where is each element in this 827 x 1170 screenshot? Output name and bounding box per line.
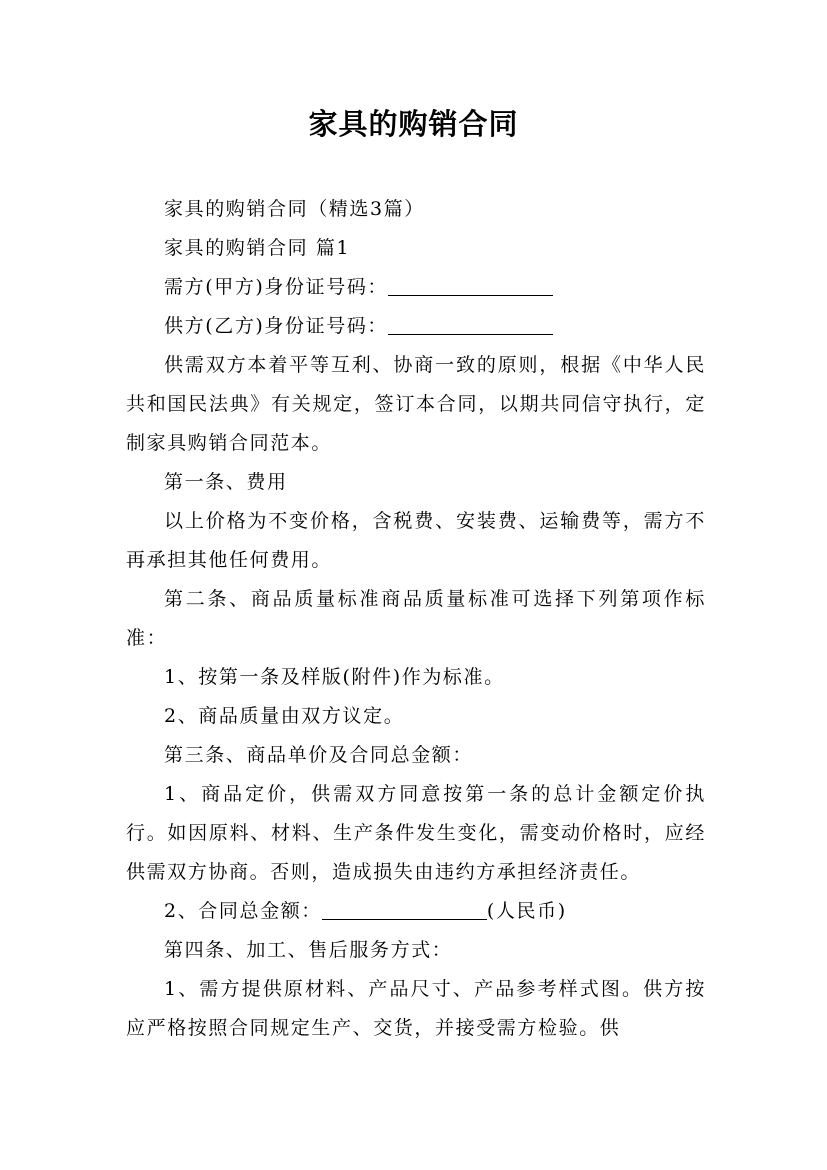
article2-item1: 1、按第一条及样版(附件)作为标准。 xyxy=(164,666,505,688)
document-title: 家具的购销合同 xyxy=(308,107,519,141)
article1-title: 第一条、费用 xyxy=(164,471,288,493)
intro-paragraph: 供需双方本着平等互利、协商一致的原则，根据《中华人民共和国民法典》有关规定，签订本合同，以期共同信守执行，定制家具购销合同范本。 xyxy=(126,354,706,454)
party-a-id-blank xyxy=(388,275,553,296)
article2-title: 第二条、商品质量标准商品质量标准可选择下列第项作标准： xyxy=(126,588,706,649)
section-heading: 家具的购销合同 篇1 xyxy=(164,237,351,259)
party-a-id-label: 需方(甲方)身份证号码： xyxy=(164,276,389,298)
article3-item1: 1、商品定价，供需双方同意按第一条的总计金额定价执行。如因原料、材料、生产条件发生变化，需变动价格时，应经供需双方协商。否则，造成损失由违约方承担经济责任。 xyxy=(126,783,706,883)
article1-text: 以上价格为不变价格，含税费、安装费、运输费等，需方不再承担其他任何费用。 xyxy=(126,510,706,571)
article3-item2-label: 2、合同总金额： xyxy=(164,900,322,922)
party-a-id-line xyxy=(126,268,706,307)
party-b-id-line xyxy=(126,307,706,346)
total-amount-blank xyxy=(322,899,487,920)
party-b-id-blank xyxy=(388,314,553,335)
article2-item2: 2、商品质量由双方议定。 xyxy=(164,705,405,727)
document-body xyxy=(126,190,706,1048)
document-subtitle: 家具的购销合同（精选3篇） xyxy=(164,198,425,220)
article3-item2-line xyxy=(126,892,706,931)
article3-title: 第三条、商品单价及合同总金额： xyxy=(164,744,474,766)
article4-item1: 1、需方提供原材料、产品尺寸、产品参考样式图。供方按应严格按照合同规定生产、交货，并接受需方检验。供 xyxy=(126,978,706,1039)
article3-item2-suffix: (人民币) xyxy=(486,900,567,922)
article4-title: 第四条、加工、售后服务方式： xyxy=(164,939,453,961)
party-b-id-label: 供方(乙方)身份证号码： xyxy=(164,315,389,337)
